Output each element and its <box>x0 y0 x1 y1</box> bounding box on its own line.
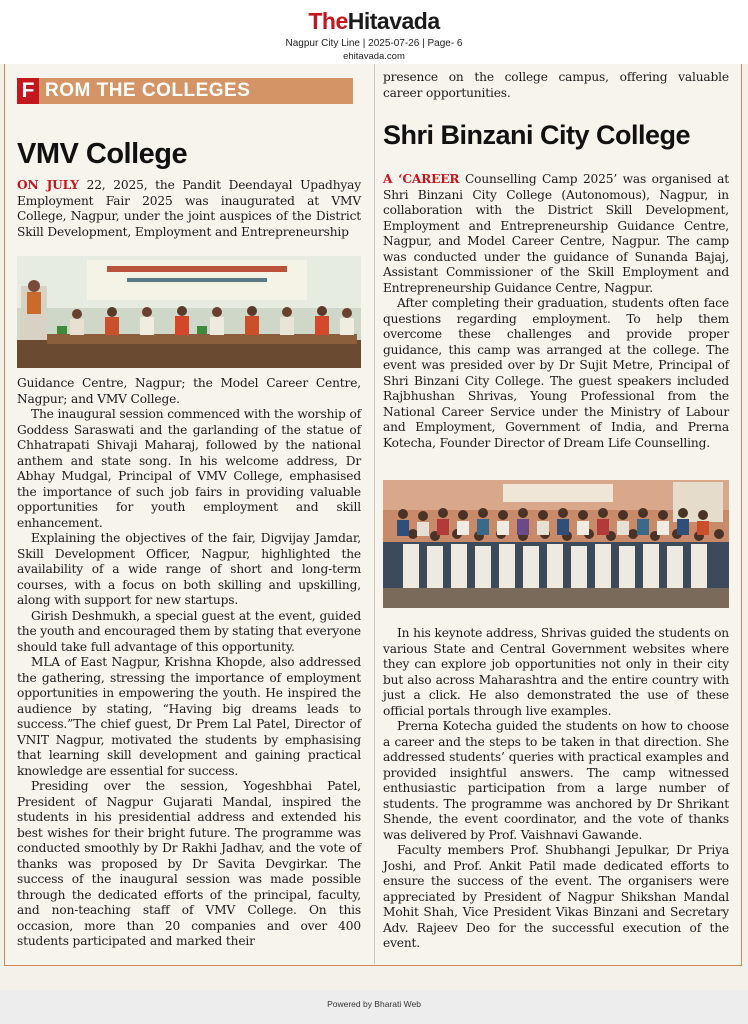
masthead <box>0 0 748 64</box>
logo-name: Hitavada <box>347 8 440 34</box>
article1-paragraph: Girish Deshmukh, a special guest at the event, guided the youth and encouraged them by stating that everyone should take full advantage of this opportunity. <box>17 608 361 654</box>
vmv-college-event-photo <box>17 256 361 368</box>
article2-paragraph: In his keynote address, Shrivas guided the students on various State and Central Government websites where they can explore job opportunities not only in their city but also across Maharashtra and the entire country with just a click. He also demonstrated the use of these official portals through live examples. <box>383 626 729 718</box>
newspaper-clipping <box>4 64 742 966</box>
article2-paragraph: Prerna Kotecha guided the students on how to choose a career and the steps to be taken in that direction. She addressed students’ queries with practical examples and provided insightful answers. The camp witnessed enthusiastic participation from a large number of students. The programme was anchored by Dr Shrikant Shende, the event coordinator, and the vote of thanks was delivered by Prof. Vaishnavi Gawande. <box>383 719 729 842</box>
article2-body-top <box>383 172 729 451</box>
binzani-photo-illustration <box>383 480 729 608</box>
section-banner <box>17 78 353 104</box>
article2-body-bottom <box>383 626 729 952</box>
article1-body <box>17 376 361 950</box>
article1-intro-paragraph <box>17 178 361 240</box>
article1-paragraph: Presiding over the session, Yogeshbhai Patel, President of Nagpur Gujarati Mandal, inspired the students in his presidential address and extended his best wishes for their bright future. The programme was conducted smoothly by Dr Rakhi Jadhav, and the vote of thanks was proposed by Dr Savita Devgirkar. The success of the inaugural session was made possible through the dedicated efforts of the principal, faculty, and non-teaching staff of VMV College. On this occasion, more than 20 companies and over 400 students participated and marked their <box>17 779 361 948</box>
article1-paragraph: The inaugural session commenced with the worship of Goddess Saraswati and the garlanding of the statue of Chhatrapati Shivaji Maharaj, followed by the national anthem and state song. In his welcome address, Dr Abhay Mudgal, Principal of VMV College, emphasised the importance of such job fairs in providing valuable opportunities for youth employment and skill enhancement. <box>17 407 361 530</box>
article1-headline: VMV College <box>17 138 188 170</box>
article1-paragraph: MLA of East Nagpur, Krishna Khopde, also addressed the gathering, stressing the importance of employment opportunities in empowering the youth. He inspired the audience by stating, “Having big dreams leads to success.”The chief guest, Dr Prem Lal Patel, Director of VNIT Nagpur, motivated the students by emphasising that learning skill development and gaining practical knowledge are essential for success. <box>17 655 361 778</box>
article2-paragraph: Faculty members Prof. Shubhangi Jepulkar, Dr Priya Joshi, and Prof. Ankit Patil made dedicated efforts to ensure the success of the event. The organisers were appreciated by President of Nagpur Shikshan Mandal Mohit Shah, Vice President Vikas Binzani and Secretary Adv. Rajeev Deo for the successful execution of the event. <box>383 843 729 950</box>
banner-title: ROM THE COLLEGES <box>45 80 251 101</box>
article2-lead: A ‘CAREER <box>383 172 460 186</box>
site-link[interactable]: ehitavada.com <box>343 51 405 62</box>
banner-initial: F <box>17 78 39 104</box>
column-divider <box>374 64 375 964</box>
article1-intro-text: 22, 2025, the Pandit Deendayal Upadhyay Employment Fair 2025 was inaugurated at VMV College, Nagpur, under the joint auspices of the District Skill Development, Employment and Entrepreneurship <box>17 178 361 239</box>
article2-intro-text: Counselling Camp 2025’ was organised at Shri Binzani City College (Autonomous), Nagpur, in collaboration with the District Skill Development, Employment and Entrepreneurship Guidance Centre, Nagpur, and Model Career Centre, Nagpur. The camp was conducted under the guidance of Sunanda Bajaj, Assistant Commissioner of the Skill Employment and Entrepreneurship Guidance Centre, Nagpur. <box>383 172 729 295</box>
article1-continuation <box>383 70 729 101</box>
footer-credit[interactable]: Powered by Bharati Web <box>327 999 421 1009</box>
article1-paragraph: Explaining the objectives of the fair, Digvijay Jamdar, Skill Development Officer, Nagpur, highlighted the availability of a wide range of short and long-term courses, with a focus on both skilling and upskilling, along with support for new startups. <box>17 531 361 607</box>
article1-continuation-text: presence on the college campus, offering valuable career opportunities. <box>383 70 729 100</box>
logo-the: The <box>308 8 348 34</box>
article1-intro <box>17 178 361 240</box>
article2-headline: Shri Binzani City College <box>383 120 691 150</box>
edition-line: Nagpur City Line | 2025-07-26 | Page- 6 <box>285 38 463 49</box>
vmv-photo-illustration <box>17 256 361 368</box>
article1-continued: Guidance Centre, Nagpur; the Model Career Centre, Nagpur; and VMV College. <box>17 376 361 406</box>
article2-paragraph: After completing their graduation, students often face questions regarding employment. To help them overcome these challenges and provide proper guidance, this camp was arranged at the college. The event was presided over by Dr Sujit Metre, Principal of Shri Binzani City College. The guest speakers included Rajbhushan Shrivas, Young Professional from the National Career Service under the Ministry of Labour and Employment, Government of India, and Prerna Kotecha, Founder Director of Dream Life Counselling. <box>383 296 729 450</box>
article1-lead: ON JULY <box>17 178 79 192</box>
newspaper-logo[interactable] <box>0 8 748 35</box>
footer <box>0 990 748 1024</box>
binzani-college-group-photo <box>383 480 729 608</box>
article2-intro-paragraph <box>383 172 729 296</box>
